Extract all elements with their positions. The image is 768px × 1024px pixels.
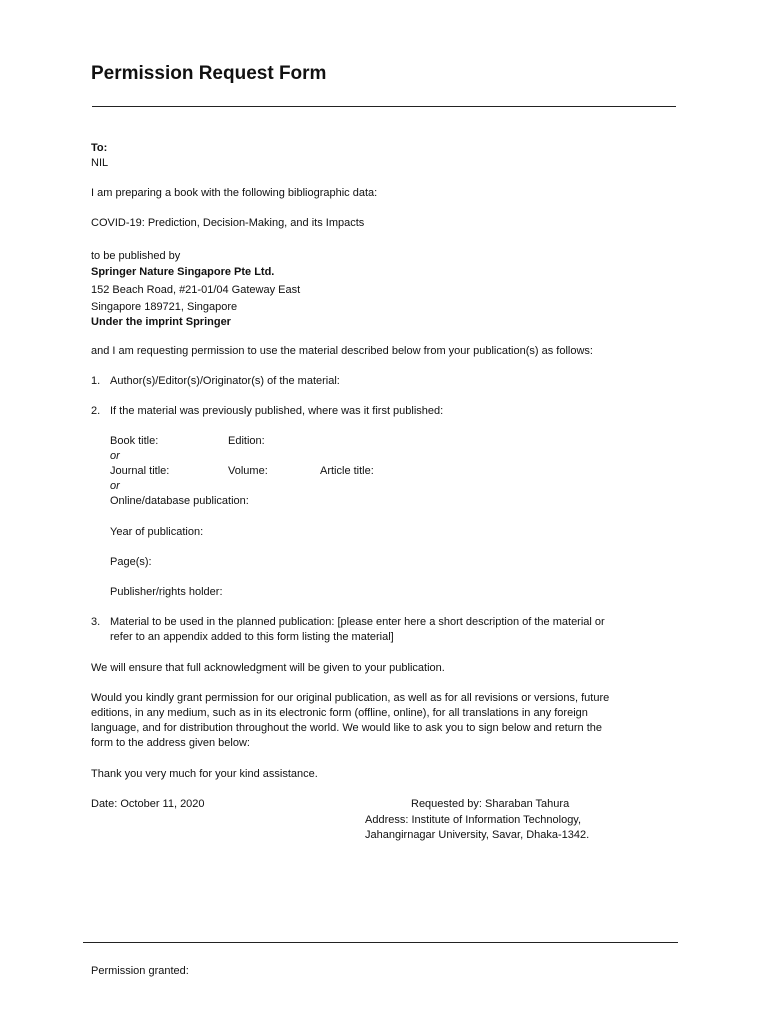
publisher-name: Springer Nature Singapore Pte Ltd.: [91, 266, 275, 278]
grant-paragraph-line-4: form to the address given below:: [91, 737, 250, 749]
published-by-label: to be published by: [91, 250, 181, 262]
imprint-line: [91, 316, 231, 329]
edition-label: Edition:: [228, 435, 265, 447]
address-line-1: Address: Institute of Information Technology,: [365, 814, 582, 826]
volume-label: Volume:: [228, 465, 268, 477]
grant-paragraph-line-3: language, and for distribution throughout the world. We would like to ask you to sign below and return the: [91, 722, 603, 734]
page-title: Permission Request Form: [91, 63, 327, 84]
to-value: NIL: [91, 157, 109, 169]
requested-by-text: Requested by: Sharaban Tahura: [411, 798, 570, 810]
pages-label: Page(s):: [110, 556, 152, 568]
publisher-rights-holder-label: Publisher/rights holder:: [110, 586, 223, 598]
item-3-number: 3.: [91, 616, 101, 628]
year-of-publication-label: Year of publication:: [110, 526, 204, 538]
item-2-text: If the material was previously published, where was it first published:: [110, 405, 444, 417]
acknowledgment-text: We will ensure that full acknowledgment will be given to your publication.: [91, 662, 445, 674]
item-1-number: 1.: [91, 375, 101, 387]
item-3-text-line-1: Material to be used in the planned publication: [please enter here a short description of the material or: [110, 616, 605, 628]
journal-title-label: Journal title:: [110, 465, 170, 477]
grant-paragraph-line-2: editions, in any medium, such as in its electronic form (offline, online), for all translations in any foreign: [91, 707, 588, 719]
publisher-address-line-2: Singapore 189721, Singapore: [91, 301, 238, 313]
date-text: Date: October 11, 2020: [91, 798, 205, 810]
imprint-prefix: Under the imprint: [91, 316, 183, 328]
or-separator-2: or: [110, 480, 120, 492]
grant-paragraph-line-1: Would you kindly grant permission for our original publication, as well as for all revisions or versions, future: [91, 692, 610, 704]
signature-divider: [83, 942, 678, 943]
book-title-text: COVID-19: Prediction, Decision-Making, and its Impacts: [91, 217, 365, 229]
intro-text: I am preparing a book with the following bibliographic data:: [91, 187, 378, 199]
title-divider: [92, 106, 676, 107]
thanks-text: Thank you very much for your kind assistance.: [91, 768, 318, 780]
imprint-name: Springer: [185, 316, 231, 328]
item-3-text-line-2: refer to an appendix added to this form listing the material]: [110, 631, 394, 643]
item-1-text: Author(s)/Editor(s)/Originator(s) of the material:: [110, 375, 340, 387]
permission-granted-label: Permission granted:: [91, 965, 189, 977]
article-title-label: Article title:: [320, 465, 374, 477]
address-line-2: Jahangirnagar University, Savar, Dhaka-1342.: [365, 829, 590, 841]
to-label: To:: [91, 142, 108, 154]
book-title-label: Book title:: [110, 435, 159, 447]
or-separator-1: or: [110, 450, 120, 462]
item-2-number: 2.: [91, 405, 101, 417]
publisher-address-line-1: 152 Beach Road, #21-01/04 Gateway East: [91, 284, 301, 296]
online-publication-label: Online/database publication:: [110, 495, 249, 507]
request-text: and I am requesting permission to use the material described below from your publication(s) as follows:: [91, 345, 593, 357]
